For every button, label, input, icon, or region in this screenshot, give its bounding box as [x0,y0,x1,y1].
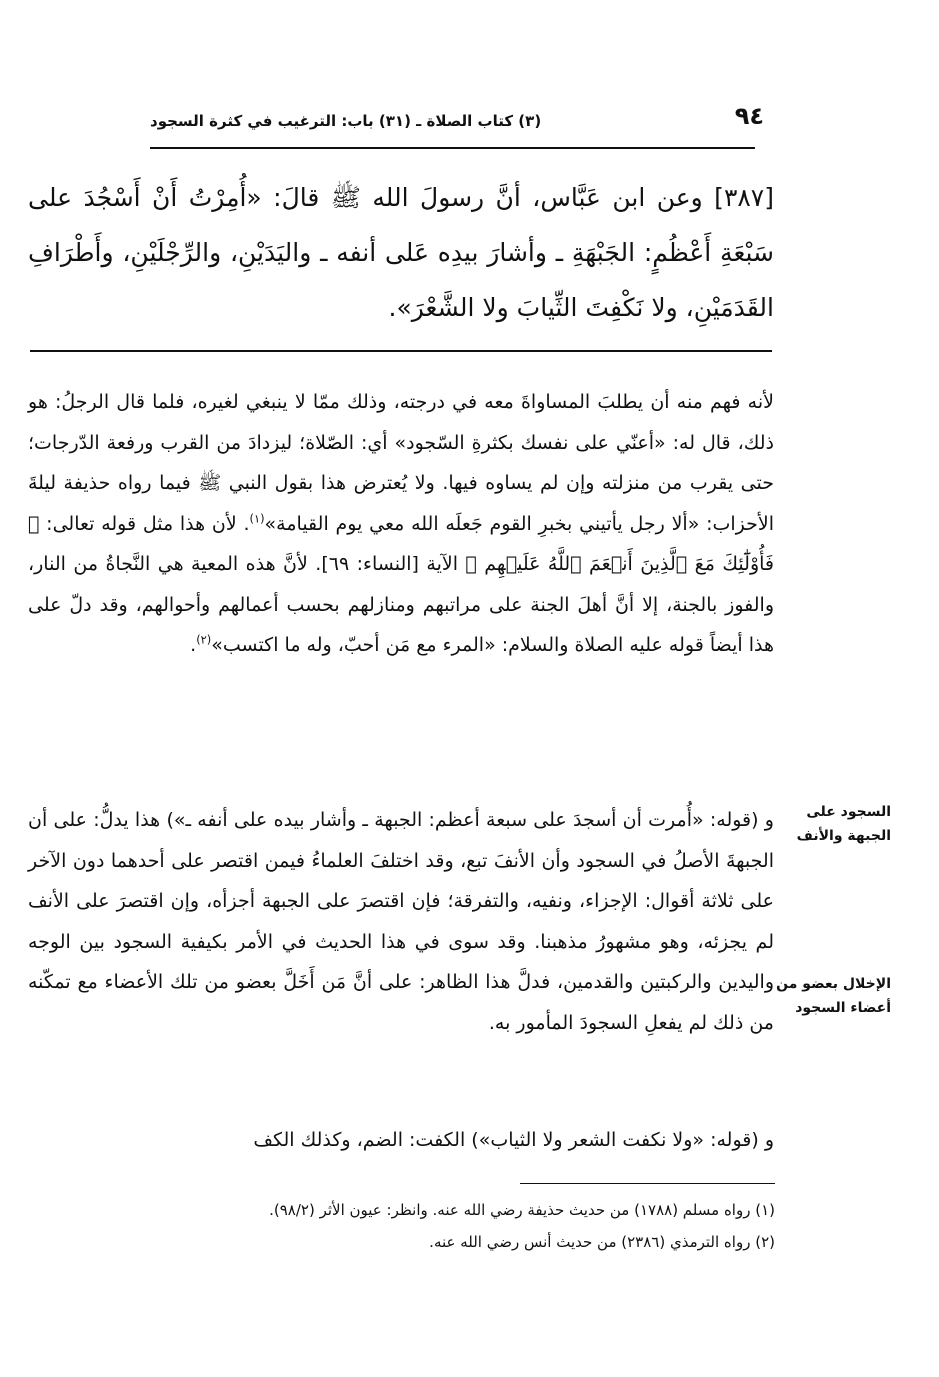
commentary-text-end: . [190,634,197,656]
page-header [150,100,764,140]
commentary-text-cont: . لأن هذا مثل قوله تعالى: ﴿ فَأُوْلَٰٓئِكَ مَعَ ٱلَّذِينَ أَنۡعَمَ ٱللَّهُ عَلَيۡهِم ﴾ الآية [النساء: ٦٩]. لأنَّ هذه المعية هي النَّجاةُ من النار، والفوز بالجنة، إلا أنَّ أهلَ الجنة على مراتبهم ومنازلهم بحسب أعمالهم وأحوالهم، وقد دلّ على هذا أيضاً قوله عليه الصلاة والسلام: «المرء مع مَن أحبّ، وله ما اكتسب» [28,512,774,656]
running-title: (٣) كتاب الصلاة ـ (٣١) باب: الترغيب في كثرة السجود [150,112,542,130]
commentary-text: و (قوله: «أُمرت أن أسجدَ على سبعة أعظم: الجبهة ـ وأشار بيده على أنفه ـ») هذا يدلُّ: على أن الجبهةَ الأصلُ في السجود وأن الأنفَ تبع، وقد اختلفَ العلماءُ فيمن اقتصر على أحدهما دون الآخر على ثلاثة أقوال: الإجزاء، ونفيه، والتفرقة؛ فإن اقتصرَ على الجبهة أجزأه، وإن اقتصرَ على الأنف لم يجزئه، وهو مشهورُ مذهبنا. وقد سوى في هذا الحديث في الأمر بكيفية السجود بين الوجه واليدين والركبتين والقدمين، فدلَّ هذا الظاهر: على أنَّ مَن أَخَلَّ بعضو من تلك الأعضاء مع تمكّنه من ذلك لم يفعلِ السجودَ المأمور به. [28,809,774,1034]
commentary-paragraph-1 [28,382,774,666]
hadith-block [28,170,774,335]
commentary-paragraph-2 [28,800,774,1043]
footnote-1: (١) رواه مسلم (١٧٨٨) من حديث حذيفة رضي الله عنه. وانظر: عيون الأثر (٩٨/٢). [269,1201,775,1219]
footnote-ref-2[interactable]: (٢) [196,632,212,647]
hadith-text: [٣٨٧] وعن ابن عَبَّاس، أنَّ رسولَ الله ﷺ قالَ: «أُمِرْتُ أَنْ أَسْجُدَ على سَبْعَةِ أَعْظُمٍ: الجَبْهَةِ ـ وأشارَ بيدِه عَلى أنفه ـ واليَدَيْنِ، والرِّجْلَيْنِ، وأَطْرَافِ القَدَمَيْنِ، ولا نَكْفِتَ الثِّيابَ ولا الشَّعْرَ». [28,183,774,322]
footnote-separator [520,1183,775,1184]
header-rule [150,147,755,149]
page-number: ٩٤ [734,102,764,130]
footnotes [120,1194,775,1258]
hadith-separator [30,350,772,352]
margin-note-forehead-nose: السجود على الجبهة والأنف [796,804,891,844]
margin-note-omission: الإخلال بعضو من أعضاء السجود [776,976,891,1016]
footnote-2: (٢) رواه الترمذي (٢٣٨٦) من حديث أنس رضي الله عنه. [429,1233,775,1251]
footnote-ref-1[interactable]: (١) [249,511,265,526]
commentary-text: و (قوله: «ولا نكفت الشعر ولا الثياب») الكفت: الضم، وكذلك الكف [253,1129,774,1151]
commentary-paragraph-3 [28,1120,774,1161]
commentary-text: لأنه فهم منه أن يطلبَ المساواةَ معه في درجته، وذلك ممّا لا ينبغي لغيره، فلما قال الرجلُ: هو ذلك، قال له: «أعنّي على نفسك بكثرةِ السّجود» أي: الصّلاة؛ ليزدادَ من القرب ورفعة الدّرجات؛ حتى يقرب من منزلته وإن لم يساوه فيها. ولا يُعترض هذا بقول النبي ﷺ فيما رواه حذيفة ليلةَ الأحزاب: «ألا رجل يأتيني بخبرِ القوم جَعلَه الله معي يوم القيامة» [28,391,774,535]
